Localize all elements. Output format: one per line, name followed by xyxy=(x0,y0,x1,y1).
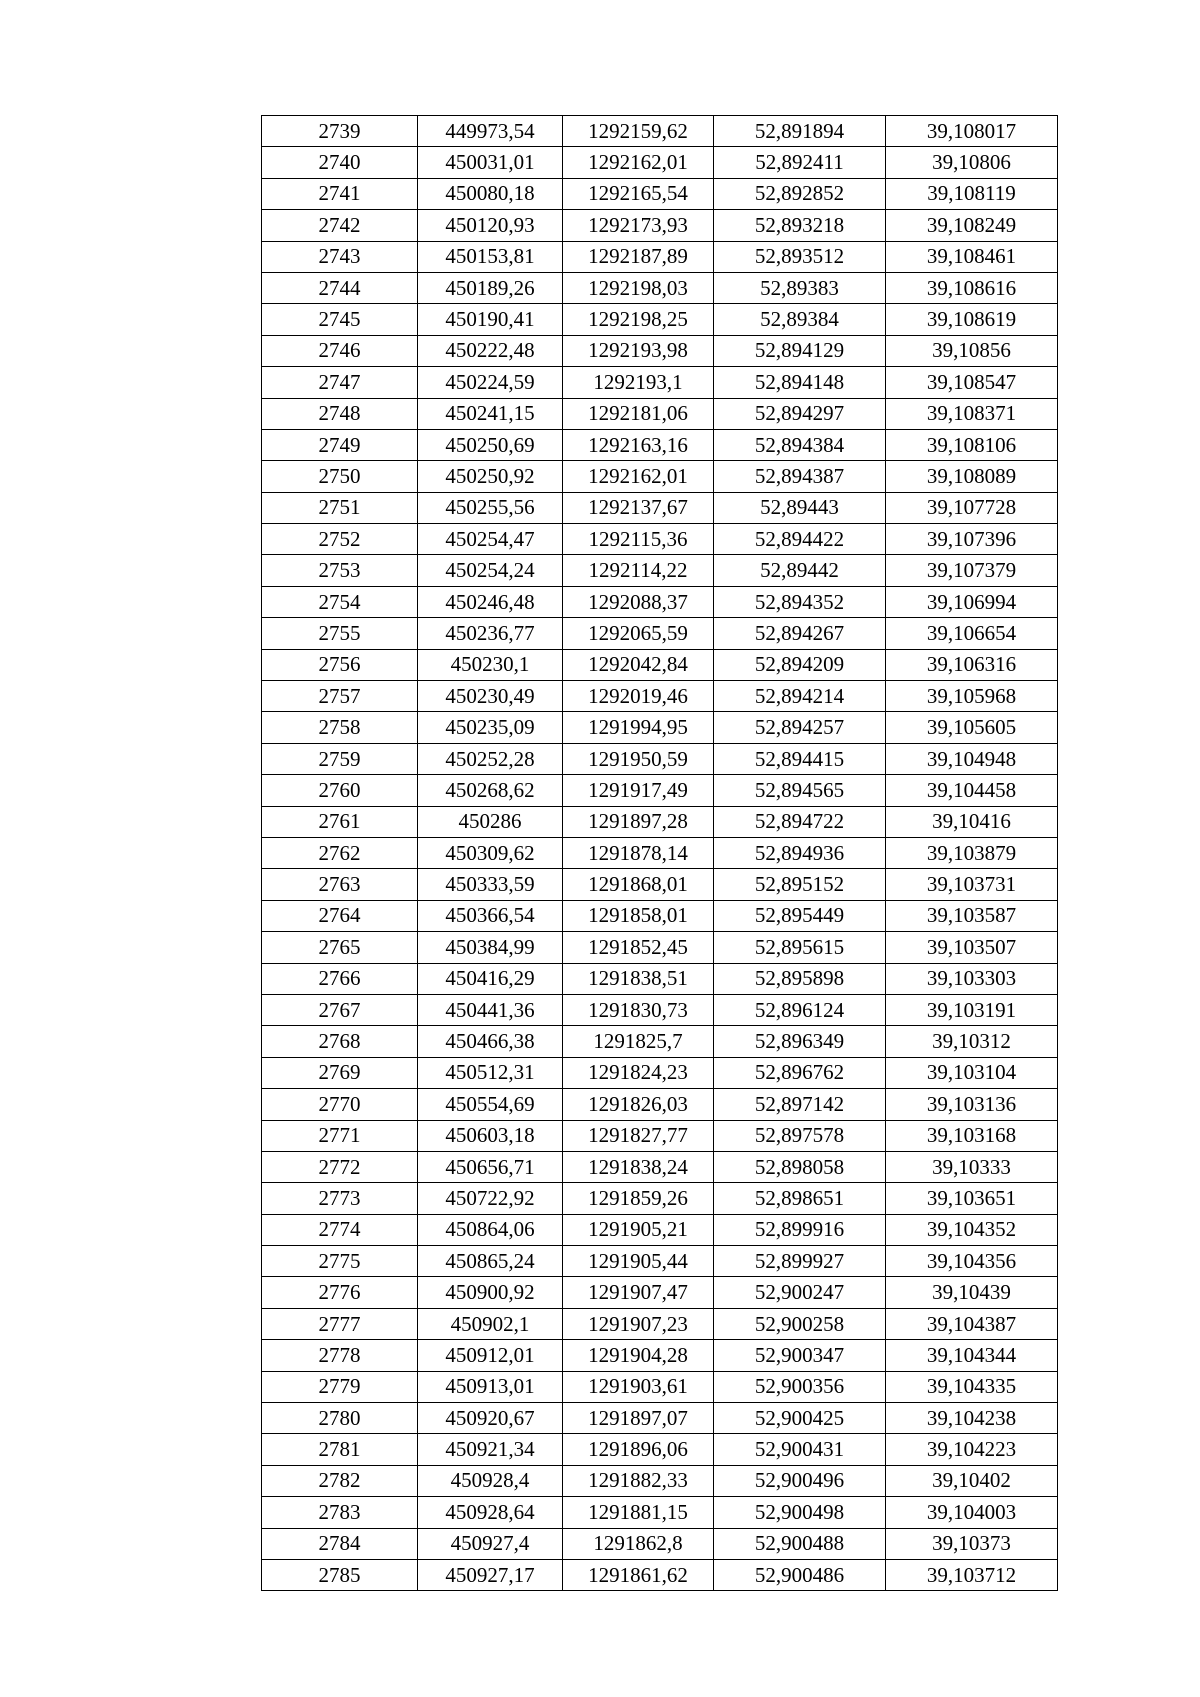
y-coordinate-cell: 1292193,1 xyxy=(563,367,714,398)
table-row xyxy=(262,1120,1058,1151)
point-number-cell: 2739 xyxy=(262,116,418,147)
longitude-cell: 39,108106 xyxy=(886,429,1058,460)
point-number-cell: 2752 xyxy=(262,524,418,555)
x-coordinate-cell: 450333,59 xyxy=(418,869,563,900)
y-coordinate-cell: 1291825,7 xyxy=(563,1026,714,1057)
table-row xyxy=(262,398,1058,429)
y-coordinate-cell: 1291862,8 xyxy=(563,1528,714,1559)
table-row xyxy=(262,429,1058,460)
table-row xyxy=(262,1089,1058,1120)
x-coordinate-cell: 450865,24 xyxy=(418,1246,563,1277)
point-number-cell: 2768 xyxy=(262,1026,418,1057)
longitude-cell: 39,103507 xyxy=(886,932,1058,963)
point-number-cell: 2740 xyxy=(262,147,418,178)
longitude-cell: 39,10856 xyxy=(886,335,1058,366)
point-number-cell: 2744 xyxy=(262,272,418,303)
y-coordinate-cell: 1292114,22 xyxy=(563,555,714,586)
latitude-cell: 52,892852 xyxy=(714,178,886,209)
x-coordinate-cell: 450224,59 xyxy=(418,367,563,398)
longitude-cell: 39,103168 xyxy=(886,1120,1058,1151)
x-coordinate-cell: 450309,62 xyxy=(418,837,563,868)
point-number-cell: 2763 xyxy=(262,869,418,900)
latitude-cell: 52,900258 xyxy=(714,1308,886,1339)
y-coordinate-cell: 1292187,89 xyxy=(563,241,714,272)
point-number-cell: 2780 xyxy=(262,1403,418,1434)
y-coordinate-cell: 1291907,47 xyxy=(563,1277,714,1308)
table-row xyxy=(262,1465,1058,1496)
y-coordinate-cell: 1291838,24 xyxy=(563,1151,714,1182)
y-coordinate-cell: 1292115,36 xyxy=(563,524,714,555)
table-row xyxy=(262,147,1058,178)
table-row xyxy=(262,116,1058,147)
latitude-cell: 52,900488 xyxy=(714,1528,886,1559)
y-coordinate-cell: 1291917,49 xyxy=(563,775,714,806)
x-coordinate-cell: 450416,29 xyxy=(418,963,563,994)
point-number-cell: 2775 xyxy=(262,1246,418,1277)
latitude-cell: 52,894936 xyxy=(714,837,886,868)
latitude-cell: 52,894722 xyxy=(714,806,886,837)
y-coordinate-cell: 1291827,77 xyxy=(563,1120,714,1151)
y-coordinate-cell: 1291838,51 xyxy=(563,963,714,994)
latitude-cell: 52,894387 xyxy=(714,461,886,492)
latitude-cell: 52,895152 xyxy=(714,869,886,900)
point-number-cell: 2759 xyxy=(262,743,418,774)
latitude-cell: 52,89442 xyxy=(714,555,886,586)
point-number-cell: 2765 xyxy=(262,932,418,963)
table-row xyxy=(262,681,1058,712)
table-row xyxy=(262,1308,1058,1339)
latitude-cell: 52,900496 xyxy=(714,1465,886,1496)
latitude-cell: 52,89443 xyxy=(714,492,886,523)
longitude-cell: 39,103879 xyxy=(886,837,1058,868)
table-row xyxy=(262,1434,1058,1465)
coordinates-table xyxy=(261,115,1058,1591)
x-coordinate-cell: 450246,48 xyxy=(418,586,563,617)
table-row xyxy=(262,1057,1058,1088)
table-row xyxy=(262,1183,1058,1214)
point-number-cell: 2764 xyxy=(262,900,418,931)
longitude-cell: 39,104238 xyxy=(886,1403,1058,1434)
x-coordinate-cell: 450366,54 xyxy=(418,900,563,931)
x-coordinate-cell: 450254,47 xyxy=(418,524,563,555)
latitude-cell: 52,895449 xyxy=(714,900,886,931)
point-number-cell: 2782 xyxy=(262,1465,418,1496)
point-number-cell: 2785 xyxy=(262,1559,418,1590)
point-number-cell: 2755 xyxy=(262,618,418,649)
y-coordinate-cell: 1292042,84 xyxy=(563,649,714,680)
longitude-cell: 39,103731 xyxy=(886,869,1058,900)
point-number-cell: 2745 xyxy=(262,304,418,335)
point-number-cell: 2778 xyxy=(262,1340,418,1371)
longitude-cell: 39,104352 xyxy=(886,1214,1058,1245)
latitude-cell: 52,894129 xyxy=(714,335,886,366)
longitude-cell: 39,103136 xyxy=(886,1089,1058,1120)
latitude-cell: 52,891894 xyxy=(714,116,886,147)
table-row xyxy=(262,743,1058,774)
table-row xyxy=(262,367,1058,398)
x-coordinate-cell: 450120,93 xyxy=(418,210,563,241)
x-coordinate-cell: 450190,41 xyxy=(418,304,563,335)
point-number-cell: 2757 xyxy=(262,681,418,712)
point-number-cell: 2767 xyxy=(262,994,418,1025)
x-coordinate-cell: 450512,31 xyxy=(418,1057,563,1088)
point-number-cell: 2769 xyxy=(262,1057,418,1088)
point-number-cell: 2771 xyxy=(262,1120,418,1151)
longitude-cell: 39,108119 xyxy=(886,178,1058,209)
x-coordinate-cell: 450235,09 xyxy=(418,712,563,743)
x-coordinate-cell: 450222,48 xyxy=(418,335,563,366)
y-coordinate-cell: 1292181,06 xyxy=(563,398,714,429)
longitude-cell: 39,104356 xyxy=(886,1246,1058,1277)
x-coordinate-cell: 450927,17 xyxy=(418,1559,563,1590)
y-coordinate-cell: 1292065,59 xyxy=(563,618,714,649)
longitude-cell: 39,104458 xyxy=(886,775,1058,806)
point-number-cell: 2762 xyxy=(262,837,418,868)
x-coordinate-cell: 450656,71 xyxy=(418,1151,563,1182)
table-row xyxy=(262,1528,1058,1559)
longitude-cell: 39,103191 xyxy=(886,994,1058,1025)
x-coordinate-cell: 450254,24 xyxy=(418,555,563,586)
point-number-cell: 2761 xyxy=(262,806,418,837)
point-number-cell: 2772 xyxy=(262,1151,418,1182)
latitude-cell: 52,893218 xyxy=(714,210,886,241)
y-coordinate-cell: 1292193,98 xyxy=(563,335,714,366)
longitude-cell: 39,104003 xyxy=(886,1497,1058,1528)
table-row xyxy=(262,712,1058,743)
longitude-cell: 39,106994 xyxy=(886,586,1058,617)
x-coordinate-cell: 449973,54 xyxy=(418,116,563,147)
latitude-cell: 52,899916 xyxy=(714,1214,886,1245)
y-coordinate-cell: 1291830,73 xyxy=(563,994,714,1025)
y-coordinate-cell: 1292137,67 xyxy=(563,492,714,523)
y-coordinate-cell: 1291858,01 xyxy=(563,900,714,931)
table-row xyxy=(262,1403,1058,1434)
longitude-cell: 39,103303 xyxy=(886,963,1058,994)
longitude-cell: 39,108089 xyxy=(886,461,1058,492)
longitude-cell: 39,104344 xyxy=(886,1340,1058,1371)
table-row xyxy=(262,963,1058,994)
y-coordinate-cell: 1292163,16 xyxy=(563,429,714,460)
longitude-cell: 39,104387 xyxy=(886,1308,1058,1339)
table-row xyxy=(262,869,1058,900)
table-row xyxy=(262,806,1058,837)
x-coordinate-cell: 450902,1 xyxy=(418,1308,563,1339)
longitude-cell: 39,10416 xyxy=(886,806,1058,837)
x-coordinate-cell: 450927,4 xyxy=(418,1528,563,1559)
point-number-cell: 2753 xyxy=(262,555,418,586)
table-row xyxy=(262,618,1058,649)
table-row xyxy=(262,304,1058,335)
longitude-cell: 39,103651 xyxy=(886,1183,1058,1214)
longitude-cell: 39,10806 xyxy=(886,147,1058,178)
y-coordinate-cell: 1291868,01 xyxy=(563,869,714,900)
latitude-cell: 52,897578 xyxy=(714,1120,886,1151)
table-row xyxy=(262,1026,1058,1057)
x-coordinate-cell: 450250,69 xyxy=(418,429,563,460)
table-row xyxy=(262,461,1058,492)
x-coordinate-cell: 450241,15 xyxy=(418,398,563,429)
latitude-cell: 52,894415 xyxy=(714,743,886,774)
latitude-cell: 52,893512 xyxy=(714,241,886,272)
latitude-cell: 52,89383 xyxy=(714,272,886,303)
longitude-cell: 39,107396 xyxy=(886,524,1058,555)
y-coordinate-cell: 1291897,28 xyxy=(563,806,714,837)
x-coordinate-cell: 450928,64 xyxy=(418,1497,563,1528)
x-coordinate-cell: 450153,81 xyxy=(418,241,563,272)
latitude-cell: 52,894384 xyxy=(714,429,886,460)
table-row xyxy=(262,1151,1058,1182)
longitude-cell: 39,108619 xyxy=(886,304,1058,335)
latitude-cell: 52,894422 xyxy=(714,524,886,555)
y-coordinate-cell: 1291903,61 xyxy=(563,1371,714,1402)
longitude-cell: 39,10373 xyxy=(886,1528,1058,1559)
x-coordinate-cell: 450603,18 xyxy=(418,1120,563,1151)
x-coordinate-cell: 450928,4 xyxy=(418,1465,563,1496)
y-coordinate-cell: 1291881,15 xyxy=(563,1497,714,1528)
point-number-cell: 2784 xyxy=(262,1528,418,1559)
y-coordinate-cell: 1291861,62 xyxy=(563,1559,714,1590)
x-coordinate-cell: 450250,92 xyxy=(418,461,563,492)
longitude-cell: 39,10333 xyxy=(886,1151,1058,1182)
y-coordinate-cell: 1291824,23 xyxy=(563,1057,714,1088)
longitude-cell: 39,108461 xyxy=(886,241,1058,272)
table-row xyxy=(262,932,1058,963)
latitude-cell: 52,900498 xyxy=(714,1497,886,1528)
longitude-cell: 39,107728 xyxy=(886,492,1058,523)
point-number-cell: 2742 xyxy=(262,210,418,241)
latitude-cell: 52,900247 xyxy=(714,1277,886,1308)
y-coordinate-cell: 1292165,54 xyxy=(563,178,714,209)
table-row xyxy=(262,335,1058,366)
table-row xyxy=(262,775,1058,806)
point-number-cell: 2741 xyxy=(262,178,418,209)
table-row xyxy=(262,900,1058,931)
longitude-cell: 39,10439 xyxy=(886,1277,1058,1308)
x-coordinate-cell: 450189,26 xyxy=(418,272,563,303)
y-coordinate-cell: 1292088,37 xyxy=(563,586,714,617)
y-coordinate-cell: 1292162,01 xyxy=(563,147,714,178)
table-row xyxy=(262,1371,1058,1402)
point-number-cell: 2783 xyxy=(262,1497,418,1528)
longitude-cell: 39,104335 xyxy=(886,1371,1058,1402)
point-number-cell: 2748 xyxy=(262,398,418,429)
y-coordinate-cell: 1291897,07 xyxy=(563,1403,714,1434)
x-coordinate-cell: 450722,92 xyxy=(418,1183,563,1214)
x-coordinate-cell: 450236,77 xyxy=(418,618,563,649)
table-row xyxy=(262,178,1058,209)
table-row xyxy=(262,649,1058,680)
latitude-cell: 52,895898 xyxy=(714,963,886,994)
point-number-cell: 2777 xyxy=(262,1308,418,1339)
point-number-cell: 2746 xyxy=(262,335,418,366)
point-number-cell: 2770 xyxy=(262,1089,418,1120)
latitude-cell: 52,898651 xyxy=(714,1183,886,1214)
point-number-cell: 2766 xyxy=(262,963,418,994)
longitude-cell: 39,10312 xyxy=(886,1026,1058,1057)
y-coordinate-cell: 1291907,23 xyxy=(563,1308,714,1339)
latitude-cell: 52,900356 xyxy=(714,1371,886,1402)
y-coordinate-cell: 1291826,03 xyxy=(563,1089,714,1120)
point-number-cell: 2749 xyxy=(262,429,418,460)
coordinates-table-body xyxy=(262,116,1058,1591)
point-number-cell: 2754 xyxy=(262,586,418,617)
longitude-cell: 39,105605 xyxy=(886,712,1058,743)
latitude-cell: 52,900347 xyxy=(714,1340,886,1371)
point-number-cell: 2747 xyxy=(262,367,418,398)
latitude-cell: 52,892411 xyxy=(714,147,886,178)
longitude-cell: 39,108547 xyxy=(886,367,1058,398)
point-number-cell: 2773 xyxy=(262,1183,418,1214)
table-row xyxy=(262,210,1058,241)
longitude-cell: 39,108616 xyxy=(886,272,1058,303)
longitude-cell: 39,103712 xyxy=(886,1559,1058,1590)
table-row xyxy=(262,555,1058,586)
y-coordinate-cell: 1291950,59 xyxy=(563,743,714,774)
table-row xyxy=(262,272,1058,303)
latitude-cell: 52,900431 xyxy=(714,1434,886,1465)
x-coordinate-cell: 450080,18 xyxy=(418,178,563,209)
point-number-cell: 2776 xyxy=(262,1277,418,1308)
point-number-cell: 2750 xyxy=(262,461,418,492)
latitude-cell: 52,89384 xyxy=(714,304,886,335)
latitude-cell: 52,895615 xyxy=(714,932,886,963)
y-coordinate-cell: 1292162,01 xyxy=(563,461,714,492)
point-number-cell: 2774 xyxy=(262,1214,418,1245)
longitude-cell: 39,10402 xyxy=(886,1465,1058,1496)
longitude-cell: 39,104948 xyxy=(886,743,1058,774)
x-coordinate-cell: 450230,1 xyxy=(418,649,563,680)
x-coordinate-cell: 450230,49 xyxy=(418,681,563,712)
longitude-cell: 39,104223 xyxy=(886,1434,1058,1465)
latitude-cell: 52,896349 xyxy=(714,1026,886,1057)
x-coordinate-cell: 450913,01 xyxy=(418,1371,563,1402)
longitude-cell: 39,106654 xyxy=(886,618,1058,649)
x-coordinate-cell: 450268,62 xyxy=(418,775,563,806)
y-coordinate-cell: 1292019,46 xyxy=(563,681,714,712)
x-coordinate-cell: 450255,56 xyxy=(418,492,563,523)
latitude-cell: 52,894297 xyxy=(714,398,886,429)
latitude-cell: 52,894214 xyxy=(714,681,886,712)
y-coordinate-cell: 1291905,21 xyxy=(563,1214,714,1245)
longitude-cell: 39,108017 xyxy=(886,116,1058,147)
table-row xyxy=(262,492,1058,523)
x-coordinate-cell: 450900,92 xyxy=(418,1277,563,1308)
latitude-cell: 52,894148 xyxy=(714,367,886,398)
table-row xyxy=(262,241,1058,272)
table-row xyxy=(262,1214,1058,1245)
longitude-cell: 39,108371 xyxy=(886,398,1058,429)
table-row xyxy=(262,1277,1058,1308)
x-coordinate-cell: 450031,01 xyxy=(418,147,563,178)
y-coordinate-cell: 1291878,14 xyxy=(563,837,714,868)
x-coordinate-cell: 450920,67 xyxy=(418,1403,563,1434)
point-number-cell: 2779 xyxy=(262,1371,418,1402)
point-number-cell: 2751 xyxy=(262,492,418,523)
point-number-cell: 2781 xyxy=(262,1434,418,1465)
y-coordinate-cell: 1292173,93 xyxy=(563,210,714,241)
x-coordinate-cell: 450384,99 xyxy=(418,932,563,963)
longitude-cell: 39,105968 xyxy=(886,681,1058,712)
y-coordinate-cell: 1291994,95 xyxy=(563,712,714,743)
latitude-cell: 52,900425 xyxy=(714,1403,886,1434)
y-coordinate-cell: 1291905,44 xyxy=(563,1246,714,1277)
y-coordinate-cell: 1292198,03 xyxy=(563,272,714,303)
y-coordinate-cell: 1291904,28 xyxy=(563,1340,714,1371)
latitude-cell: 52,894352 xyxy=(714,586,886,617)
y-coordinate-cell: 1292159,62 xyxy=(563,116,714,147)
x-coordinate-cell: 450921,34 xyxy=(418,1434,563,1465)
latitude-cell: 52,896762 xyxy=(714,1057,886,1088)
x-coordinate-cell: 450554,69 xyxy=(418,1089,563,1120)
point-number-cell: 2758 xyxy=(262,712,418,743)
table-row xyxy=(262,1340,1058,1371)
longitude-cell: 39,103587 xyxy=(886,900,1058,931)
x-coordinate-cell: 450252,28 xyxy=(418,743,563,774)
table-row xyxy=(262,524,1058,555)
y-coordinate-cell: 1291859,26 xyxy=(563,1183,714,1214)
point-number-cell: 2743 xyxy=(262,241,418,272)
x-coordinate-cell: 450286 xyxy=(418,806,563,837)
table-row xyxy=(262,1246,1058,1277)
y-coordinate-cell: 1291896,06 xyxy=(563,1434,714,1465)
latitude-cell: 52,894565 xyxy=(714,775,886,806)
table-row xyxy=(262,586,1058,617)
table-row xyxy=(262,994,1058,1025)
x-coordinate-cell: 450864,06 xyxy=(418,1214,563,1245)
longitude-cell: 39,106316 xyxy=(886,649,1058,680)
y-coordinate-cell: 1291852,45 xyxy=(563,932,714,963)
x-coordinate-cell: 450441,36 xyxy=(418,994,563,1025)
y-coordinate-cell: 1292198,25 xyxy=(563,304,714,335)
x-coordinate-cell: 450912,01 xyxy=(418,1340,563,1371)
latitude-cell: 52,894267 xyxy=(714,618,886,649)
longitude-cell: 39,107379 xyxy=(886,555,1058,586)
table-row xyxy=(262,1497,1058,1528)
latitude-cell: 52,894209 xyxy=(714,649,886,680)
x-coordinate-cell: 450466,38 xyxy=(418,1026,563,1057)
latitude-cell: 52,896124 xyxy=(714,994,886,1025)
y-coordinate-cell: 1291882,33 xyxy=(563,1465,714,1496)
table-row xyxy=(262,837,1058,868)
latitude-cell: 52,900486 xyxy=(714,1559,886,1590)
longitude-cell: 39,103104 xyxy=(886,1057,1058,1088)
longitude-cell: 39,108249 xyxy=(886,210,1058,241)
point-number-cell: 2760 xyxy=(262,775,418,806)
latitude-cell: 52,899927 xyxy=(714,1246,886,1277)
latitude-cell: 52,897142 xyxy=(714,1089,886,1120)
latitude-cell: 52,894257 xyxy=(714,712,886,743)
table-row xyxy=(262,1559,1058,1590)
point-number-cell: 2756 xyxy=(262,649,418,680)
latitude-cell: 52,898058 xyxy=(714,1151,886,1182)
